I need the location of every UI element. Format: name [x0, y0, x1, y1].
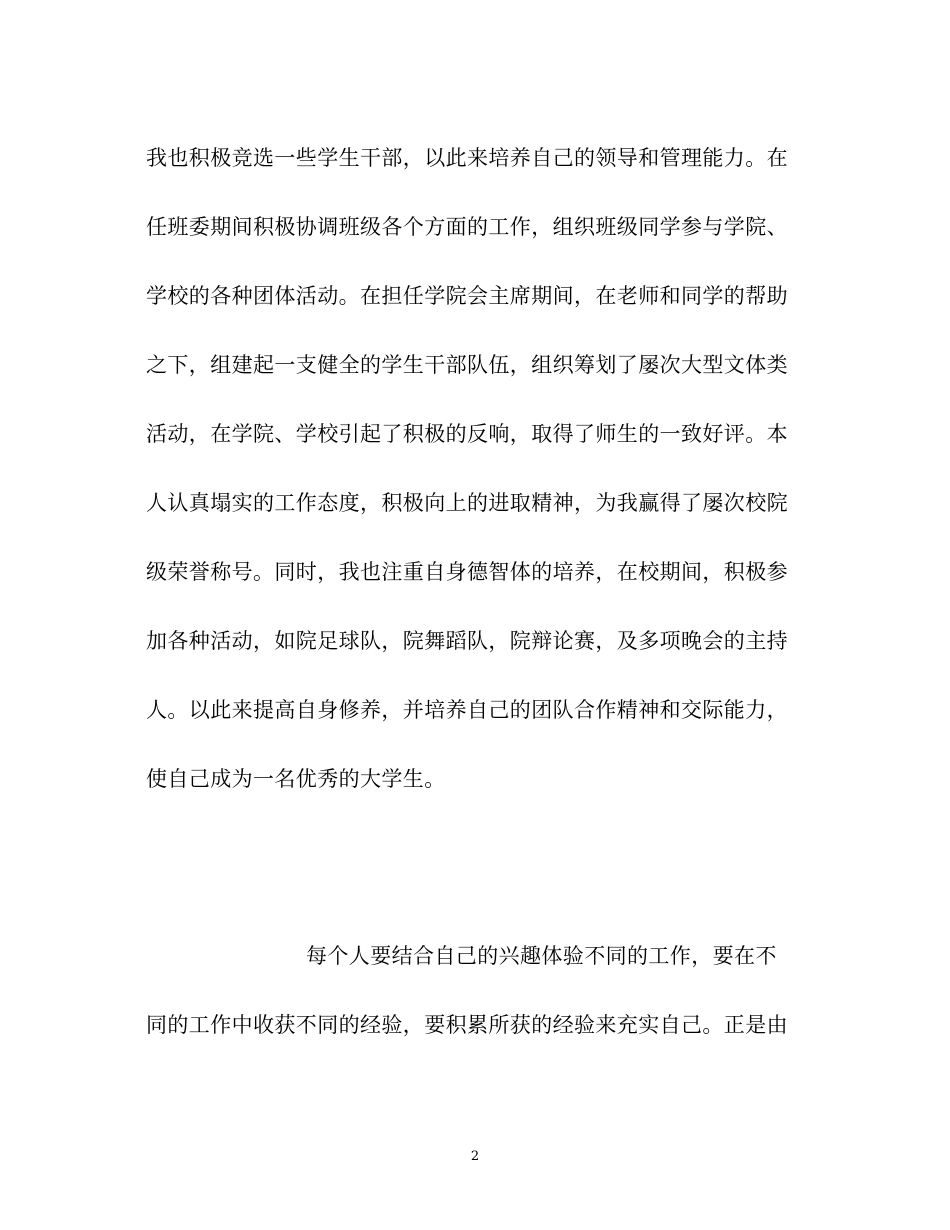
text-line: 任班委期间积极协调班级各个方面的工作，组织班级同学参与学院、	[146, 215, 788, 239]
text-line: 我也积极竞选一些学生干部，以此来培养自己的领导和管理能力。在	[146, 146, 788, 170]
text-line: 同的工作中收获不同的经验，要积累所获的经验来充实自己。正是由	[146, 1013, 788, 1037]
text-line: 活动，在学院、学校引起了积极的反响，取得了师生的一致好评。本	[146, 422, 788, 446]
text-line: 每个人要结合自己的兴趣体验不同的工作，要在不	[306, 944, 777, 968]
text-line: 加各种活动，如院足球队，院舞蹈队，院辩论赛，及多项晚会的主持	[146, 629, 788, 653]
text-line: 使自己成为一名优秀的大学生。	[146, 767, 446, 791]
text-line: 人认真塌实的工作态度，积极向上的进取精神，为我赢得了屡次校院	[146, 491, 788, 515]
page-number: 2	[470, 1149, 480, 1164]
text-line: 学校的各种团体活动。在担任学院会主席期间，在老师和同学的帮助	[146, 284, 788, 308]
text-line: 人。以此来提高自身修养，并培养自己的团队合作精神和交际能力，	[146, 698, 788, 722]
text-line: 之下，组建起一支健全的学生干部队伍，组织筹划了屡次大型文体类	[146, 353, 788, 377]
text-line: 级荣誉称号。同时，我也注重自身德智体的培养，在校期间，积极参	[146, 560, 788, 584]
